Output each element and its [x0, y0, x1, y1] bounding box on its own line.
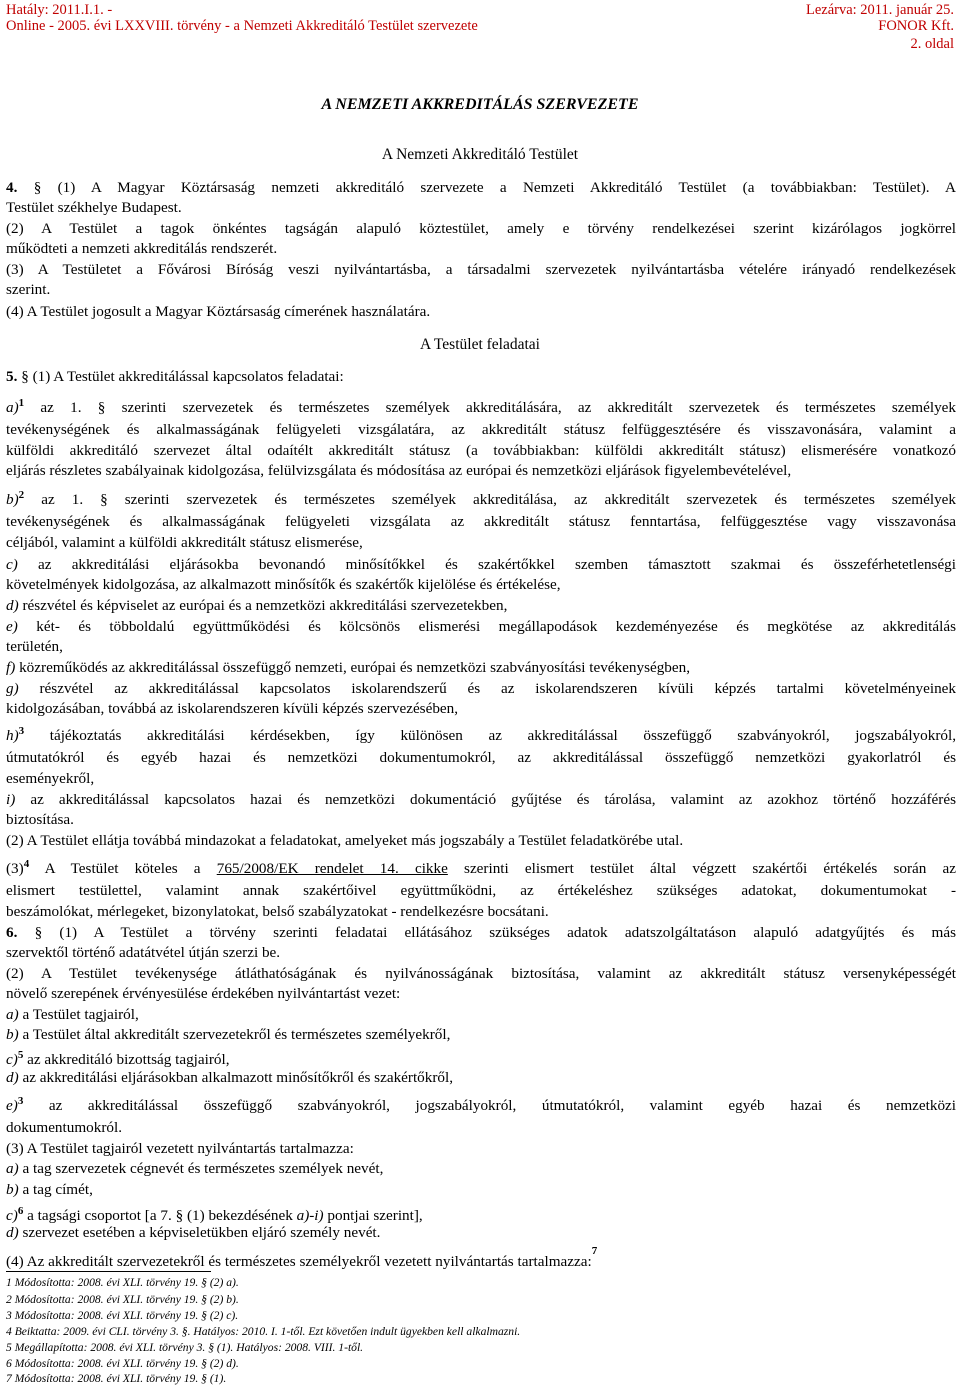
- sec5-item-f: f) közreműködés az akkreditálással összefüggő nemzeti, európai és nemzetközi szabványosítási tevékenységben,: [6, 659, 691, 676]
- header-closed-date: Lezárva: 2011. január 25.: [805, 2, 954, 18]
- sec5-item-i-line2: biztosítása.: [6, 811, 74, 828]
- footnote-7: 7 Módosította: 2008. évi XLI. törvény 19. § (1).: [6, 1372, 227, 1385]
- sec6-item-c: c)$^5$ az akkreditáló bizottság tagjairól,: [6, 1049, 230, 1068]
- sec4-p2-line2: működteti a nemzeti akkreditálás rendszerét.: [6, 240, 278, 257]
- sec6-p3-item-d: d) szervezet esetében a képviseletükben eljáró személy nevét.: [6, 1224, 381, 1241]
- sec6-item-e-line2: dokumentumokról.: [6, 1119, 123, 1136]
- sec5-item-d: d) részvétel és képviselet az európai és a nemzetközi akkreditálási szervezetekben,: [6, 597, 508, 614]
- sec5-item-b-line1: b)$^2$ az 1. § szerinti szervezetek és természetes személyek akkreditálása, az akkreditált szervezetek és természetes személyek: [6, 489, 957, 508]
- sec4-p3-line1: (3) A Testületet a Fővárosi Bíróság veszi nyilvántartásba, a társadalmi szervezetek nyilvántartásba vételére irányadó rendelkezések: [6, 261, 956, 278]
- sec6-p3: (3) A Testület tagjairól vezetett nyilvántartás tartalmazza:: [6, 1140, 354, 1157]
- sec5-item-a-line1: a)$^1$ az 1. § szerinti szervezetek és természetes személyek akkreditálására, az akkreditált szervezetek és természetes személyek: [6, 397, 956, 416]
- regulation-765-2008-link[interactable]: 765/2008/EK rendelet 14. cikke: [216, 860, 448, 877]
- sec5-item-b-line3: céljából, valamint a külföldi akkreditált státusz elismerése,: [6, 534, 363, 551]
- sec6-p4: (4) Az akkreditált szervezetekről és természetes személyekről vezetett nyilvántartás tartalmazza:$^7$: [6, 1245, 598, 1270]
- sec4-p4: (4) A Testület jogosult a Magyar Köztársaság címerének használatára.: [6, 303, 431, 320]
- sec5-p3-line1: $(3)^4$ A Testület köteles a 765/2008/EK rendelet 14. cikke szerinti elismert testület által végzett szakértői értékelés során az: [6, 858, 957, 877]
- header-page-number: 2. oldal: [910, 36, 954, 52]
- sec5-item-g-line2: kidolgozásában, továbbá az iskolarendszeren kívüli képzés szervezésében,: [6, 700, 459, 717]
- sec6-p2-line2: növelő szerepének érvényesülése érdekében nyilvántartást vezet:: [6, 985, 401, 1002]
- sec5-item-h-line3: eseményekről,: [6, 770, 95, 787]
- sec5-item-g-line1: g) részvétel az akkreditálással kapcsolatos iskolarendszerű és az iskolarendszeren kívüli képzés tartalmi követelményeinek: [6, 680, 956, 697]
- sec5-item-a-line2: tevékenységének és alkalmasságának felügyeleti vizsgálatára, az akkreditált státusz felfüggesztésére és visszavonására, valamint a: [6, 421, 956, 438]
- sec6-item-a: a) a Testület tagjairól,: [6, 1006, 139, 1023]
- sec5-item-c-line2: követelmények kidolgozása, az alkalmazott minősítők és szakértők kijelölése és értékelése,: [6, 576, 561, 593]
- sec5-item-a-line4: eljárás részletes szabályainak kidolgozása, felülvizsgálata és módosítása az európai és nemzetközi eljárások figyelembevételével,: [6, 462, 792, 479]
- footnote-3: 3 Módosította: 2008. évi XLI. törvény 19. § (2) c).: [6, 1309, 239, 1322]
- sec5-p3-line2: elismert testülettel, valamint annak szakértőivel együttműködni, az értékeléshez szükséges adatokat, dokumentumokat -: [6, 882, 956, 899]
- sec5-p2: (2) A Testület ellátja továbbá mindazokat a feladatokat, amelyeket más jogszabály a Testület feladatkörébe utal.: [6, 832, 684, 849]
- sec5-item-i-line1: i) az akkreditálással kapcsolatos hazai és nemzetközi dokumentáció gyűjtése és tárolása, valamint az azokhoz történő hozzáférés: [6, 791, 957, 808]
- sec5-intro: 5. § (1) A Testület akkreditálással kapcsolatos feladatai:: [6, 368, 344, 385]
- sec4-p1-line2: Testület székhelye Budapest.: [6, 199, 182, 216]
- header-act-title: Online - 2005. évi LXXVIII. törvény - a Nemzeti Akkreditáló Testület szervezete: [6, 18, 478, 34]
- sec5-item-a-line3: külföldi akkreditáló szervezet által odaítélt akkreditált státusz (a továbbiakban: külföldi akkreditált státusz) elismerésére vonatkozó: [6, 442, 956, 459]
- sec5-item-h-line2: útmutatókról és egyéb hazai és nemzetközi dokumentumokról, az akkreditálással összefüggő nemzetközi gyakorlatról és: [6, 749, 956, 766]
- sec6-p1-line2: szervektől történő adatátvétel útján szerzi be.: [6, 944, 281, 961]
- sec6-item-b: b) a Testület által akkreditált szervezetekről és természetes személyekről,: [6, 1026, 451, 1043]
- sec5-item-b-line2: tevékenységének és alkalmasságának felügyeleti vizsgálata az akkreditált státusz fenntartása, felfüggesztése vagy visszavonása: [6, 513, 956, 530]
- sec6-p2-line1: (2) A Testület tevékenysége átláthatóságának és nyilvánosságának biztosítása, valamint az akkreditált státusz versenyképességét: [6, 965, 956, 982]
- footnote-separator: [6, 1271, 211, 1272]
- footnote-4: 4 Beiktatta: 2009. évi CLI. törvény 3. §. Hatályos: 2010. I. 1-től. Ezt követően indult ügyekben kell alkalmazni.: [6, 1325, 521, 1338]
- sec6-p1-line1: 6. § (1) A Testület a törvény szerinti feladatai ellátásához szükséges adatok adatszolgáltatáson alapuló adatgyűjtés és más: [6, 924, 957, 941]
- sec6-item-e-line1: e)$^3$ az akkreditálással összefüggő szabványokról, jogszabályokról, útmutatókról, valamint egyéb hazai és nemzetközi: [6, 1095, 956, 1114]
- sec5-item-e-line1: e) két- és többoldalú együttműködési és kölcsönös elismerési megállapodások kezdeményezése és megkötése az akkreditálás: [6, 618, 957, 635]
- sec5-p3-line3: beszámolókat, mérlegeket, bizonylatokat, belső szabályzatokat - rendelkezésre bocsátani.: [6, 903, 549, 920]
- footnote-1: 1 Módosította: 2008. évi XLI. törvény 19. § (2) a).: [6, 1276, 239, 1289]
- footnote-2: 2 Módosította: 2008. évi XLI. törvény 19. § (2) b).: [6, 1293, 239, 1306]
- section-title: A Nemzeti Akkreditáló Testület: [381, 146, 579, 163]
- chapter-title: A NEMZETI AKKREDITÁLÁS SZERVEZETE: [321, 96, 639, 113]
- sec5-item-c-line1: c) az akkreditálási eljárásokba bevonandó minősítőkkel és szakértőkkel szemben támasztott szakmai és összeférhetetlenségi: [6, 556, 957, 573]
- header-publisher: FONOR Kft.: [878, 18, 954, 34]
- tasks-title: A Testület feladatai: [419, 336, 540, 353]
- sec4-p1-line1: 4. § (1) A Magyar Köztársaság nemzeti akkreditáló szervezete a Nemzeti Akkreditáló Testület (a továbbiakban: Testület). A: [6, 179, 957, 196]
- footnote-5: 5 Megállapította: 2008. évi XLI. törvény 3. § (1). Hatályos: 2008. VIII. 1-től.: [6, 1341, 364, 1354]
- sec6-p3-item-c: c)$^6$ a tagsági csoportot [a 7. § (1) bekezdésének a)-i) pontjai szerint],: [6, 1205, 423, 1224]
- header-scope: Hatály: 2011.I.1. -: [6, 2, 113, 18]
- sec4-p2-line1: (2) A Testület a tagok önkéntes tagságán alapuló köztestület, amely e törvény rendelkezései szerint kizárólagos jogkörrel: [6, 220, 956, 237]
- sec6-p3-item-b: b) a tag címét,: [6, 1181, 93, 1198]
- sec6-p3-item-a: a) a tag szervezetek cégnevét és természetes személyek nevét,: [6, 1160, 384, 1177]
- sec5-item-e-line2: területén,: [6, 638, 63, 655]
- sec4-p3-line2: szerint.: [6, 281, 51, 298]
- footnote-6: 6 Módosította: 2008. évi XLI. törvény 19. § (2) d).: [6, 1357, 239, 1370]
- sec5-item-h-line1: h)$^3$ tájékoztatás akkreditálási kérdésekben, így különösen az akkreditálással összefüggő szabványokról, jogszabályokról,: [6, 725, 957, 744]
- sec6-item-d: d) az akkreditálási eljárásokban alkalmazott minősítőkről és szakértőkről,: [6, 1069, 454, 1086]
